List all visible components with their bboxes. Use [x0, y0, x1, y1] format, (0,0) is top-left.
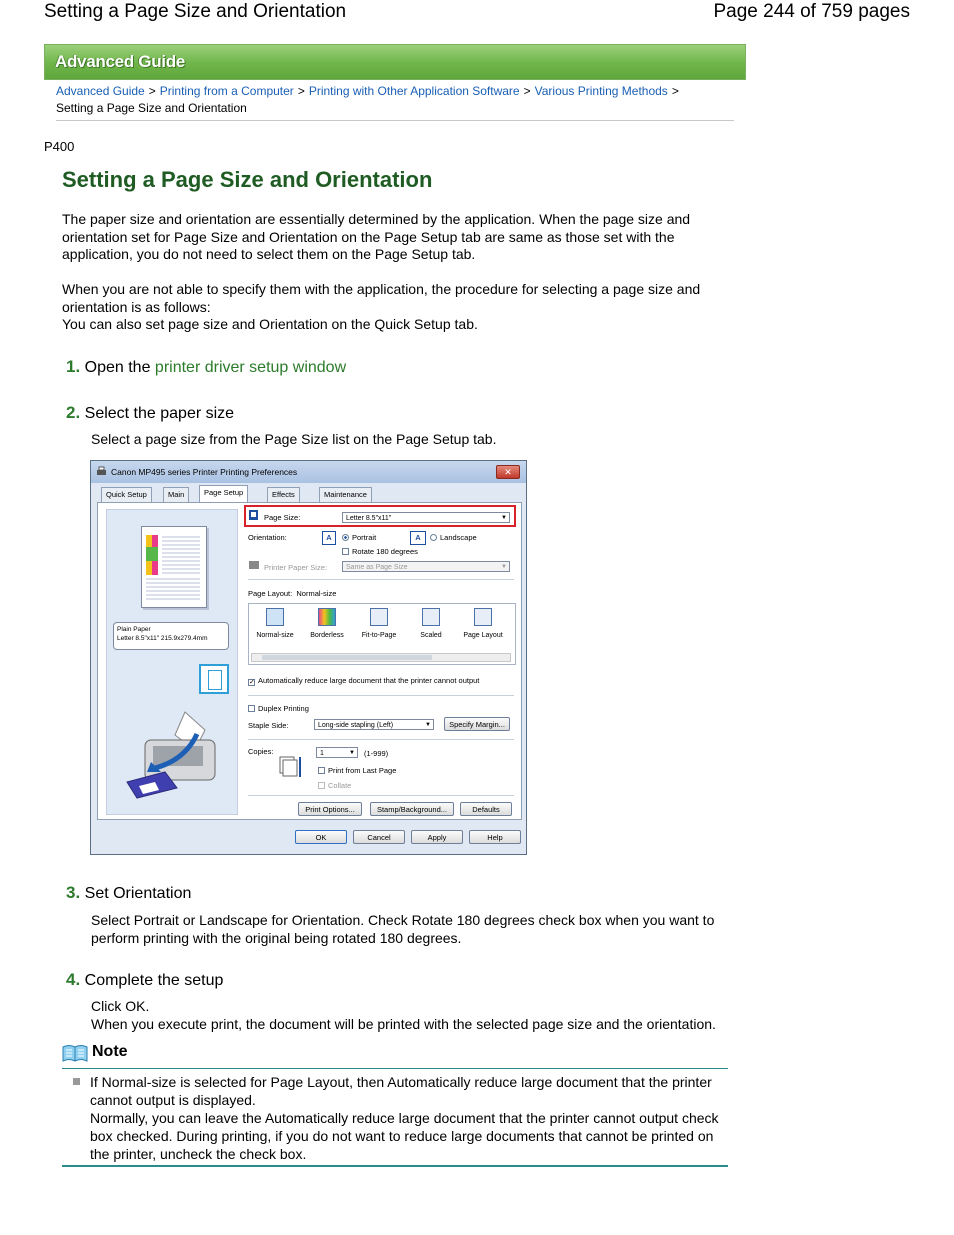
printer-paper-size-label: Printer Paper Size: — [264, 563, 327, 572]
step-title-text: Open the — [84, 359, 155, 376]
landscape-radio[interactable] — [430, 533, 477, 542]
layout-page-layout[interactable] — [457, 608, 509, 639]
fit-to-page-icon — [370, 608, 388, 626]
banner-text: Advanced Guide — [55, 52, 185, 71]
layout-label: Page Layout — [463, 632, 503, 639]
intro-line: When you are not able to specify them with the application, the procedure for selecting a page size and orientation is as follows: — [62, 281, 701, 315]
collate-label: Collate — [328, 781, 352, 790]
print-from-last-label: Print from Last Page — [328, 766, 397, 775]
model-label: P400 — [44, 139, 75, 154]
document-preview-icon — [142, 527, 206, 607]
print-from-last-checkbox[interactable] — [318, 766, 396, 775]
landscape-icon: A — [410, 531, 426, 545]
stamp-background-button[interactable]: Stamp/Background... — [370, 802, 454, 816]
page-preview — [141, 526, 207, 608]
paper-info-box — [113, 622, 229, 650]
breadcrumb — [56, 83, 736, 117]
landscape-label: Landscape — [440, 533, 477, 542]
layout-label: Fit-to-Page — [361, 632, 397, 639]
tab-main[interactable]: Main — [163, 487, 189, 503]
step-number: 1. — [66, 357, 81, 376]
step-description — [91, 997, 741, 1033]
layout-scaled[interactable] — [405, 608, 457, 639]
step-2 — [66, 403, 234, 423]
print-options-button[interactable]: Print Options... — [298, 802, 362, 816]
scaled-icon — [422, 608, 440, 626]
page-layout-caption: Page Layout: — [248, 589, 293, 598]
note-divider — [62, 1165, 728, 1167]
specify-margin-button[interactable]: Specify Margin... — [444, 717, 510, 731]
paper-size-detail: Letter 8.5"x11" 215.9x279.4mm — [117, 635, 208, 642]
divider — [56, 120, 734, 121]
page-header-title: Setting a Page Size and Orientation — [44, 1, 347, 22]
collate-checkbox[interactable] — [318, 781, 351, 790]
layout-normal-size[interactable] — [249, 608, 301, 639]
layout-fit-to-page[interactable] — [353, 608, 405, 639]
step-title: Set Orientation — [84, 885, 192, 902]
page-counter: Page 244 of 759 pages — [713, 1, 910, 22]
printer-icon — [96, 466, 107, 477]
portrait-icon: A — [322, 531, 336, 545]
advanced-guide-banner — [44, 44, 746, 80]
apply-button[interactable]: Apply — [411, 830, 463, 844]
step-3 — [66, 883, 191, 903]
step-line: When you execute print, the document will be printed with the selected page size and the orientation. — [91, 1016, 716, 1032]
step-number: 4. — [66, 970, 81, 989]
page-layout-list — [248, 603, 516, 665]
defaults-button[interactable]: Defaults — [460, 802, 512, 816]
layout-label: Borderless — [310, 632, 344, 639]
borderless-icon — [318, 608, 336, 626]
page-title: Setting a Page Size and Orientation — [62, 167, 433, 192]
intro-paragraph-2 — [62, 281, 732, 334]
printer-illustration-icon — [125, 710, 225, 800]
auto-reduce-label: Automatically reduce large document that the printer cannot output — [258, 676, 480, 685]
breadcrumb-sep: > — [148, 84, 156, 98]
duplex-checkbox[interactable] — [248, 704, 309, 713]
close-button[interactable]: ✕ — [496, 465, 520, 479]
step-1 — [66, 357, 346, 377]
orientation-label: Orientation: — [248, 533, 287, 542]
step-4 — [66, 970, 223, 990]
breadcrumb-link-various-methods[interactable]: Various Printing Methods — [534, 84, 668, 98]
breadcrumb-link-printing-from-computer[interactable]: Printing from a Computer — [159, 84, 294, 98]
intro-line: You can also set page size and Orientation on the Quick Setup tab. — [62, 316, 478, 332]
tab-effects[interactable]: Effects — [267, 487, 300, 503]
dialog-titlebar — [91, 461, 526, 483]
rotate-180-checkbox[interactable] — [342, 547, 418, 556]
breadcrumb-current: Setting a Page Size and Orientation — [56, 101, 247, 115]
copies-stack-icon — [278, 755, 304, 779]
portrait-radio[interactable] — [342, 533, 376, 542]
printer-driver-setup-link[interactable]: printer driver setup window — [154, 359, 347, 376]
breadcrumb-sep: > — [523, 84, 531, 98]
printer-paper-size-icon — [248, 559, 260, 571]
note-title: Note — [92, 1043, 128, 1060]
step-title: Complete the setup — [84, 972, 224, 989]
layout-borderless[interactable] — [301, 608, 353, 639]
step-description: Select a page size from the Page Size list on the Page Setup tab. — [91, 431, 497, 447]
dialog-title: Canon MP495 series Printer Printing Preferences — [111, 467, 298, 477]
breadcrumb-sep: > — [671, 84, 679, 98]
layout-label: Scaled — [420, 632, 442, 639]
auto-reduce-checkbox[interactable]: ✓ Automatically reduce large document that the printer cannot output — [249, 676, 480, 686]
divider — [248, 579, 514, 580]
note-body — [90, 1073, 720, 1163]
breadcrumb-link-other-app-software[interactable]: Printing with Other Application Software — [308, 84, 520, 98]
printing-preferences-dialog — [90, 460, 527, 855]
ok-button[interactable]: OK — [295, 830, 347, 844]
page-size-icon — [248, 509, 260, 521]
divider — [248, 795, 514, 796]
page-layout-icon — [474, 608, 492, 626]
tab-quick-setup[interactable]: Quick Setup — [101, 487, 152, 503]
step-title: Select the paper size — [84, 405, 235, 422]
tab-maintenance[interactable]: Maintenance — [319, 487, 372, 503]
copies-stepper[interactable]: 1 ▼ — [316, 747, 358, 758]
orientation-preview-icon — [199, 664, 229, 694]
bullet-icon — [73, 1078, 80, 1085]
note-heading — [62, 1043, 128, 1061]
copies-label: Copies: — [248, 747, 274, 756]
page-size-label: Page Size: — [264, 513, 301, 522]
help-button[interactable]: Help — [469, 830, 521, 844]
step-number: 3. — [66, 883, 81, 902]
tab-page-setup[interactable]: Page Setup — [199, 485, 248, 504]
layout-label: Normal-size — [256, 632, 294, 639]
staple-side-select[interactable]: Long-side stapling (Left) ▼ — [314, 719, 434, 730]
rotate-label: Rotate 180 degrees — [352, 547, 418, 556]
page-layout-label — [248, 589, 336, 598]
note-line: Normally, you can leave the Automatically reduce large document that the printer cannot output check box checked. During printing, if you do not want to reduce large documents that cannot be printed on the printer, uncheck the check box. — [90, 1110, 719, 1162]
divider — [248, 739, 514, 740]
copies-range: (1-999) — [364, 749, 389, 758]
note-divider — [62, 1068, 728, 1069]
duplex-label: Duplex Printing — [258, 704, 309, 713]
breadcrumb-link-advanced-guide[interactable]: Advanced Guide — [56, 84, 145, 98]
layout-scrollbar[interactable] — [251, 653, 511, 662]
page-size-select[interactable]: Letter 8.5"x11" ▼ — [342, 512, 510, 523]
breadcrumb-sep: > — [297, 84, 305, 98]
paper-type: Plain Paper — [117, 626, 151, 633]
portrait-label: Portrait — [352, 533, 377, 542]
printer-paper-size-select[interactable]: Same as Page Size ▼ — [342, 561, 510, 572]
intro-paragraph-1: The paper size and orientation are essentially determined by the application. When the page size and orientation set for Page Size and Orientation on the Page Setup tab are same as those set with the application, you do not need to select them on the Page Setup tab. — [62, 211, 691, 262]
step-title — [85, 359, 346, 376]
divider — [248, 695, 514, 696]
book-icon — [62, 1044, 88, 1062]
page-setup-panel — [97, 502, 522, 820]
step-line: Click OK. — [91, 998, 150, 1014]
note-line: If Normal-size is selected for Page Layout, then Automatically reduce large document that the printer cannot output is displayed. — [90, 1074, 712, 1108]
normal-size-icon — [266, 608, 284, 626]
page-layout-value: Normal-size — [296, 589, 337, 598]
step-description: Select Portrait or Landscape for Orientation. Check Rotate 180 degrees check box when you want to perform printing with the original being rotated 180 degrees. — [91, 912, 715, 946]
preview-column — [106, 509, 238, 815]
step-number: 2. — [66, 403, 81, 422]
staple-side-label: Staple Side: — [248, 721, 289, 730]
cancel-button[interactable]: Cancel — [353, 830, 405, 844]
